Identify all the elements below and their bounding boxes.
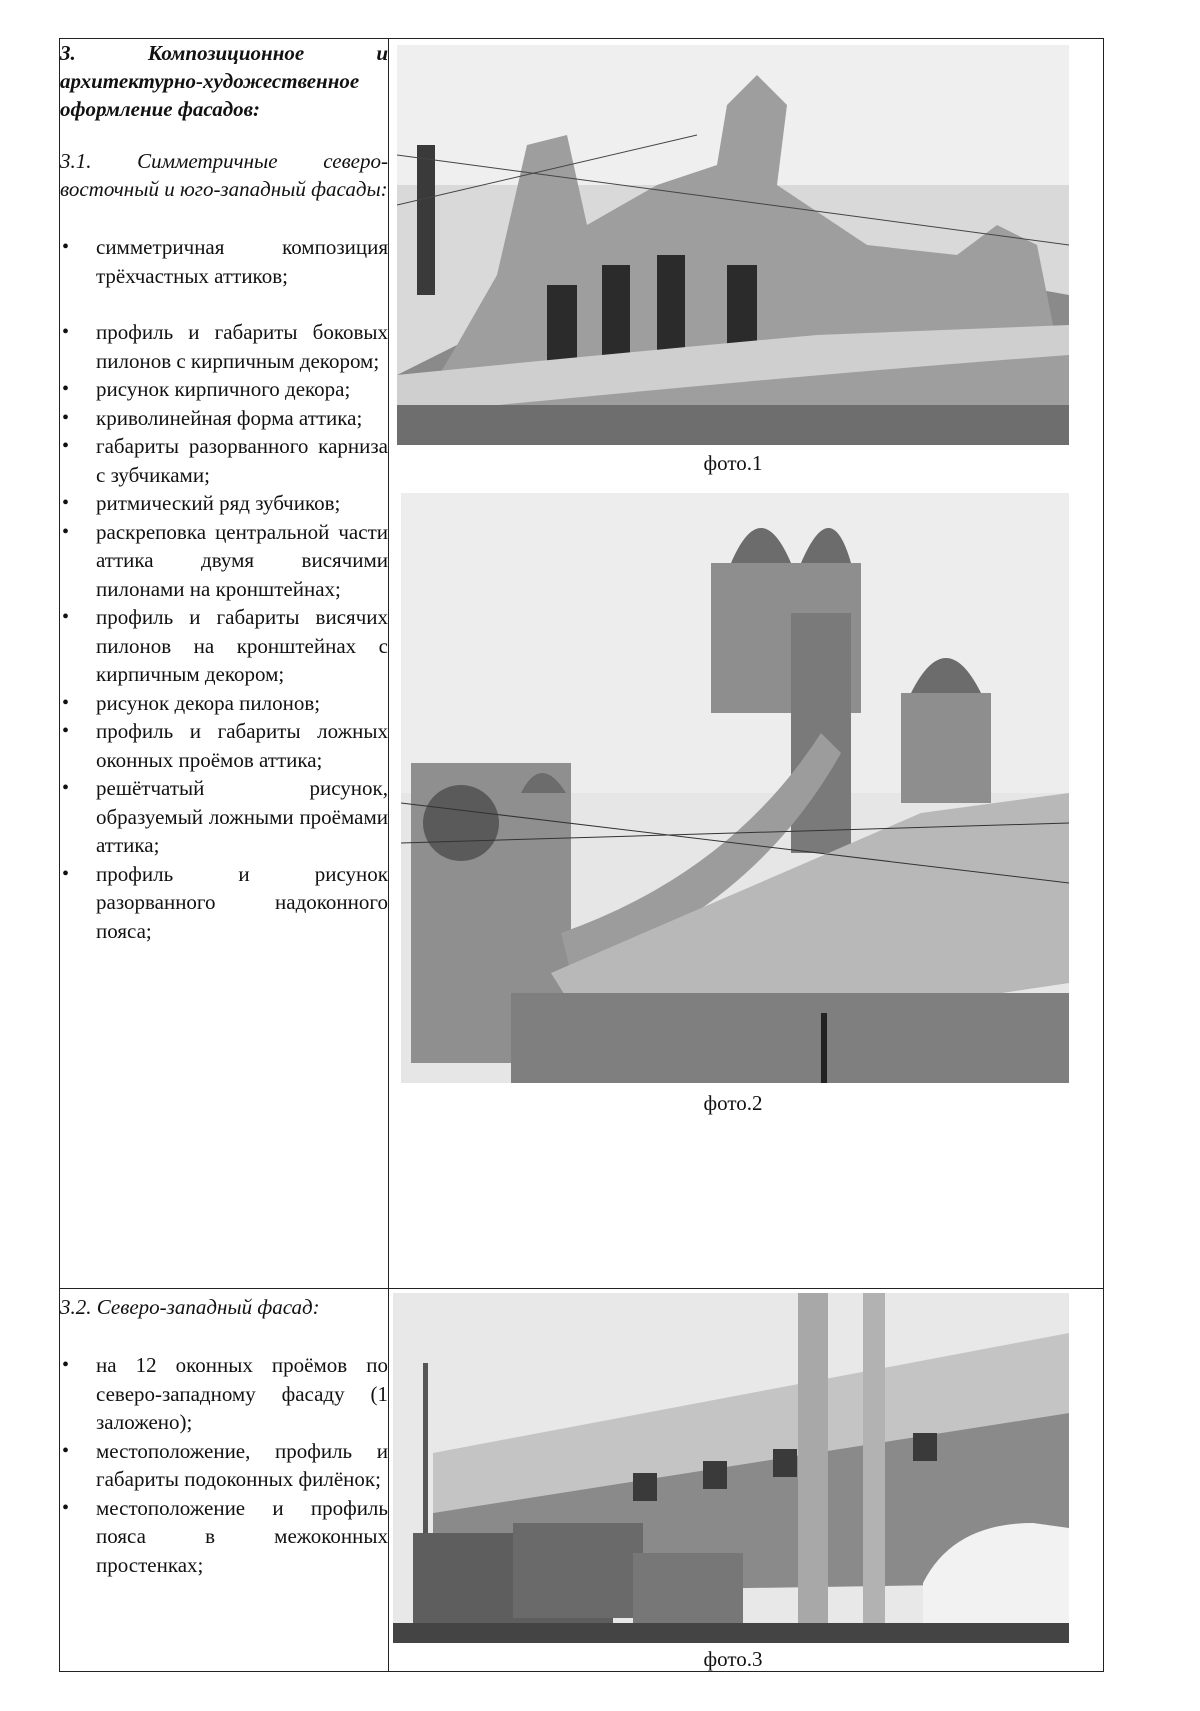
list-item: • профиль и габариты висячих пилонов на кронштейнах с кирпичным декором; bbox=[62, 605, 388, 686]
list-item: • рисунок декора пилонов; bbox=[62, 690, 321, 715]
list-item: • на 12 оконных проёмов по северо-западному фасаду (1 заложено); bbox=[62, 1353, 388, 1434]
list-item: • симметричная композиция трёхчастных аттиков; bbox=[62, 235, 388, 288]
list-item: • рисунок кирпичного декора; bbox=[62, 377, 351, 401]
subsection-3-2-title: 3.2. Северо-западный фасад: bbox=[60, 1295, 320, 1319]
building-photo-3 bbox=[393, 1293, 1069, 1643]
list-item: • габариты разорванного карниза с зубчиками; bbox=[62, 434, 388, 487]
photo-1-caption: фото.1 bbox=[703, 451, 763, 475]
list-item: • профиль и габариты боковых пилонов с кирпичным декором; bbox=[62, 320, 388, 373]
list-item: • профиль и габариты ложных оконных проёмов аттика; bbox=[62, 719, 388, 772]
list-item: • раскреповка центральной части аттика двумя висячими пилонами на кронштейнах; bbox=[62, 519, 388, 601]
section-table bbox=[59, 38, 1104, 1672]
building-photo-1 bbox=[397, 45, 1069, 445]
photo-2 bbox=[401, 493, 1069, 1083]
section-3-title: 3. Композиционное и архитектурно-художественное оформление фасадов: bbox=[60, 41, 388, 121]
subsection-3-1-title: 3.1. Симметричные северо-восточный и юго-западный фасады: bbox=[60, 149, 388, 201]
photo-2-caption: фото.2 bbox=[703, 1091, 763, 1115]
list-item: • профиль и рисунок разорванного надоконного пояса; bbox=[62, 861, 388, 943]
list-item: • решётчатый рисунок, образуемый ложными проёмами аттика; bbox=[62, 776, 388, 857]
text-cell-3-1 bbox=[60, 39, 389, 1289]
photo-3 bbox=[393, 1293, 1069, 1643]
list-item: • криволинейная форма аттика; bbox=[62, 405, 363, 430]
subsection-3-1-list bbox=[60, 233, 388, 945]
photo-3-caption: фото.3 bbox=[703, 1647, 763, 1671]
text-cell-3-2 bbox=[60, 1289, 389, 1672]
photo-cell-3-1 bbox=[389, 39, 1104, 1289]
building-photo-2 bbox=[401, 493, 1069, 1083]
photo-cell-3-2 bbox=[389, 1289, 1104, 1672]
list-item: • местоположение, профиль и габариты подоконных филёнок; bbox=[62, 1438, 388, 1491]
list-item: • местоположение и профиль пояса в межоконных простенках; bbox=[62, 1495, 388, 1577]
subsection-3-2-list bbox=[60, 1351, 388, 1579]
list-item: • ритмический ряд зубчиков; bbox=[62, 491, 341, 515]
photo-1 bbox=[397, 45, 1069, 445]
